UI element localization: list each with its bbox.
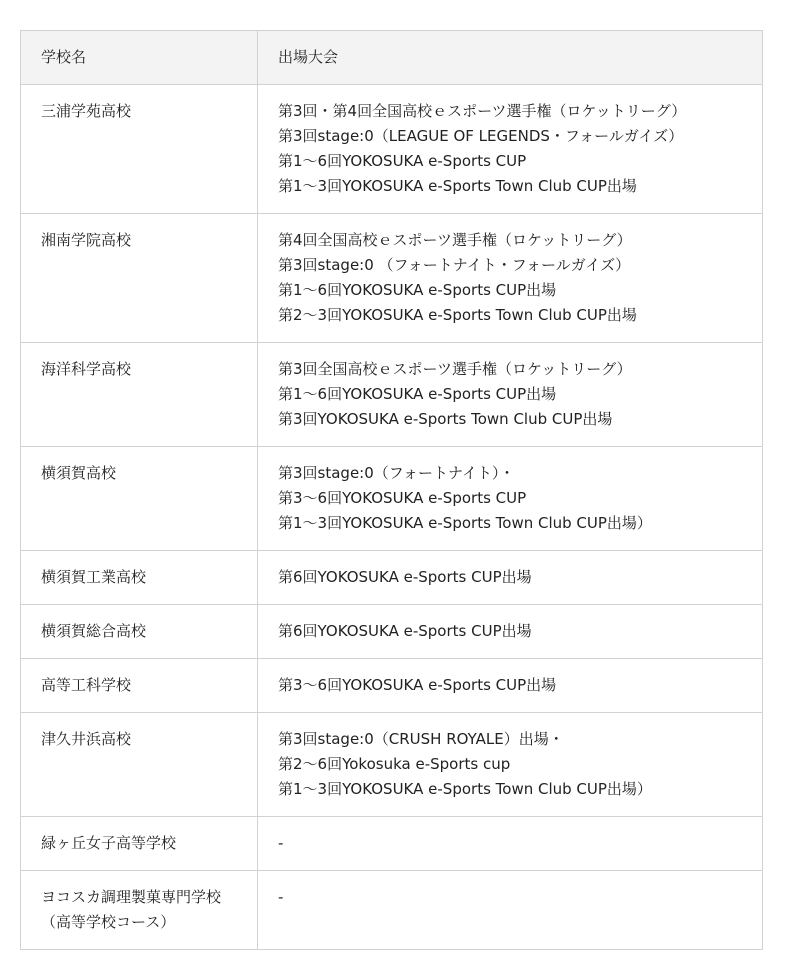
event-line: 第3回stage:0（CRUSH ROYALE）出場・ [278, 730, 564, 748]
event-line: 第6回YOKOSUKA e-Sports CUP出場 [278, 568, 532, 586]
school-name-cell [21, 817, 258, 871]
event-line: 第3回stage:0 （フォートナイト・フォールガイズ） [278, 256, 631, 274]
school-name-cell [21, 659, 258, 713]
events-cell [258, 713, 763, 817]
events-cell [258, 551, 763, 605]
school-name-cell [21, 343, 258, 447]
event-line: 第1〜6回YOKOSUKA e-Sports CUP [278, 152, 527, 170]
event-line: 第3〜6回YOKOSUKA e-Sports CUP出場 [278, 676, 557, 694]
event-line: 第3回・第4回全国高校ｅスポーツ選手権（ロケットリーグ） [278, 102, 687, 120]
event-line: 第6回YOKOSUKA e-Sports CUP出場 [278, 622, 532, 640]
school-name-text: 湘南学院高校 [41, 231, 132, 249]
event-line: 第3回stage:0（LEAGUE OF LEGENDS・フォールガイズ） [278, 127, 684, 145]
events-cell [258, 85, 763, 214]
school-name-text: 横須賀高校 [41, 464, 117, 482]
school-name-text: （高等学校コース） [41, 913, 176, 931]
school-name-text: 津久井浜高校 [41, 730, 132, 748]
school-name-cell [21, 447, 258, 551]
school-name-cell [21, 605, 258, 659]
school-name-text: 緑ヶ丘女子高等学校 [41, 834, 177, 852]
school-name-text: 横須賀工業高校 [41, 568, 147, 586]
school-name-text: ヨコスカ調理製菓専門学校 [41, 888, 222, 906]
school-name-cell [21, 214, 258, 343]
school-events-table [20, 30, 763, 950]
events-cell [258, 871, 763, 950]
school-name-text: 高等工科学校 [41, 676, 132, 694]
table-row [21, 605, 763, 659]
school-name-cell [21, 713, 258, 817]
event-line: 第3回全国高校ｅスポーツ選手権（ロケットリーグ） [278, 360, 632, 378]
school-name-cell [21, 551, 258, 605]
event-line: 第1〜6回YOKOSUKA e-Sports CUP出場 [278, 281, 557, 299]
table-body [21, 85, 763, 950]
school-name-text: 三浦学苑高校 [41, 102, 132, 120]
event-line: 第1〜3回YOKOSUKA e-Sports Town Club CUP出場 [278, 177, 637, 195]
header-events: 出場大会 [258, 31, 763, 85]
events-cell [258, 605, 763, 659]
table-row [21, 214, 763, 343]
events-cell [258, 343, 763, 447]
events-cell [258, 214, 763, 343]
header-school-name: 学校名 [21, 31, 258, 85]
event-line: 第3回stage:0（フォートナイト）・ [278, 464, 515, 482]
events-cell [258, 659, 763, 713]
event-line: 第2〜3回YOKOSUKA e-Sports Town Club CUP出場 [278, 306, 637, 324]
table-header-row [21, 31, 763, 85]
events-cell [258, 447, 763, 551]
table-row [21, 871, 763, 950]
event-line: 第3〜6回YOKOSUKA e-Sports CUP [278, 489, 527, 507]
event-line: 第2〜6回Yokosuka e-Sports cup [278, 755, 511, 773]
event-line: 第1〜3回YOKOSUKA e-Sports Town Club CUP出場） [278, 514, 652, 532]
event-line: - [278, 834, 284, 852]
school-name-text: 横須賀総合高校 [41, 622, 147, 640]
event-line: 第1〜6回YOKOSUKA e-Sports CUP出場 [278, 385, 557, 403]
table-row [21, 817, 763, 871]
events-cell [258, 817, 763, 871]
school-name-cell [21, 871, 258, 950]
table-row [21, 343, 763, 447]
table-row [21, 447, 763, 551]
event-line: 第1〜3回YOKOSUKA e-Sports Town Club CUP出場） [278, 780, 652, 798]
school-events-table-container [20, 30, 762, 950]
event-line: - [278, 888, 284, 906]
table-row [21, 713, 763, 817]
table-row [21, 659, 763, 713]
school-name-cell [21, 85, 258, 214]
table-row [21, 85, 763, 214]
school-name-text: 海洋科学高校 [41, 360, 132, 378]
table-row [21, 551, 763, 605]
event-line: 第3回YOKOSUKA e-Sports Town Club CUP出場 [278, 410, 613, 428]
event-line: 第4回全国高校ｅスポーツ選手権（ロケットリーグ） [278, 231, 632, 249]
